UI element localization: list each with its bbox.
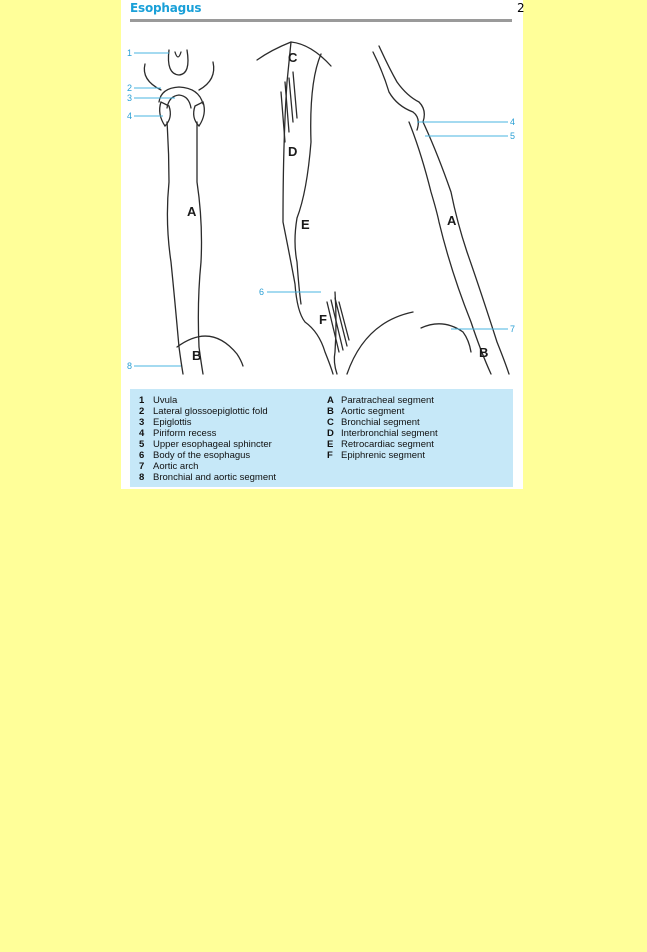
letter-a-left: A [187, 204, 197, 219]
legend-item: 5 Upper esophageal sphincter [139, 439, 272, 450]
legend-item: C Bronchial segment [327, 417, 420, 428]
legend-item: D Interbronchial segment [327, 428, 438, 439]
label-1: 1 [127, 48, 133, 58]
legend-item: 2 Lateral glossoepiglottic fold [139, 406, 268, 417]
legend-item: E Retrocardiac segment [327, 439, 434, 450]
label-4-right: 4 [510, 117, 516, 127]
label-7: 7 [510, 324, 516, 334]
legend-item: 6 Body of the esophagus [139, 450, 251, 461]
label-8: 8 [127, 361, 133, 371]
page-title: Esophagus [130, 1, 202, 15]
legend-item: F Epiphrenic segment [327, 450, 425, 461]
letter-c: C [288, 50, 298, 65]
letter-d: D [288, 144, 298, 159]
legend-item: 7 Aortic arch [139, 461, 199, 472]
legend-item: B Aortic segment [327, 406, 405, 417]
legend-item: 1 Uvula [139, 395, 178, 406]
letter-e: E [301, 217, 310, 232]
letter-b-left: B [192, 348, 202, 363]
esophagus-illustration [121, 22, 523, 382]
letter-a-right: A [447, 213, 457, 228]
legend-item: 4 Piriform recess [139, 428, 217, 439]
legend-item: 8 Bronchial and aortic segment [139, 472, 277, 483]
letter-f: F [319, 312, 327, 327]
lateral-view-drawing [373, 46, 509, 374]
label-5: 5 [510, 131, 516, 141]
letter-b-right: B [479, 345, 489, 360]
legend-item: A Paratracheal segment [327, 395, 434, 406]
legend-lettered [327, 395, 438, 461]
legend-numbered [139, 395, 276, 483]
label-2: 2 [127, 83, 133, 93]
page-number: 2 [517, 1, 525, 15]
legend-item: 3 Epiglottis [139, 417, 192, 428]
book-page [121, 0, 523, 489]
label-3: 3 [127, 93, 133, 103]
figure-legend [130, 389, 513, 487]
label-4-left: 4 [127, 111, 133, 121]
label-6: 6 [259, 287, 265, 297]
